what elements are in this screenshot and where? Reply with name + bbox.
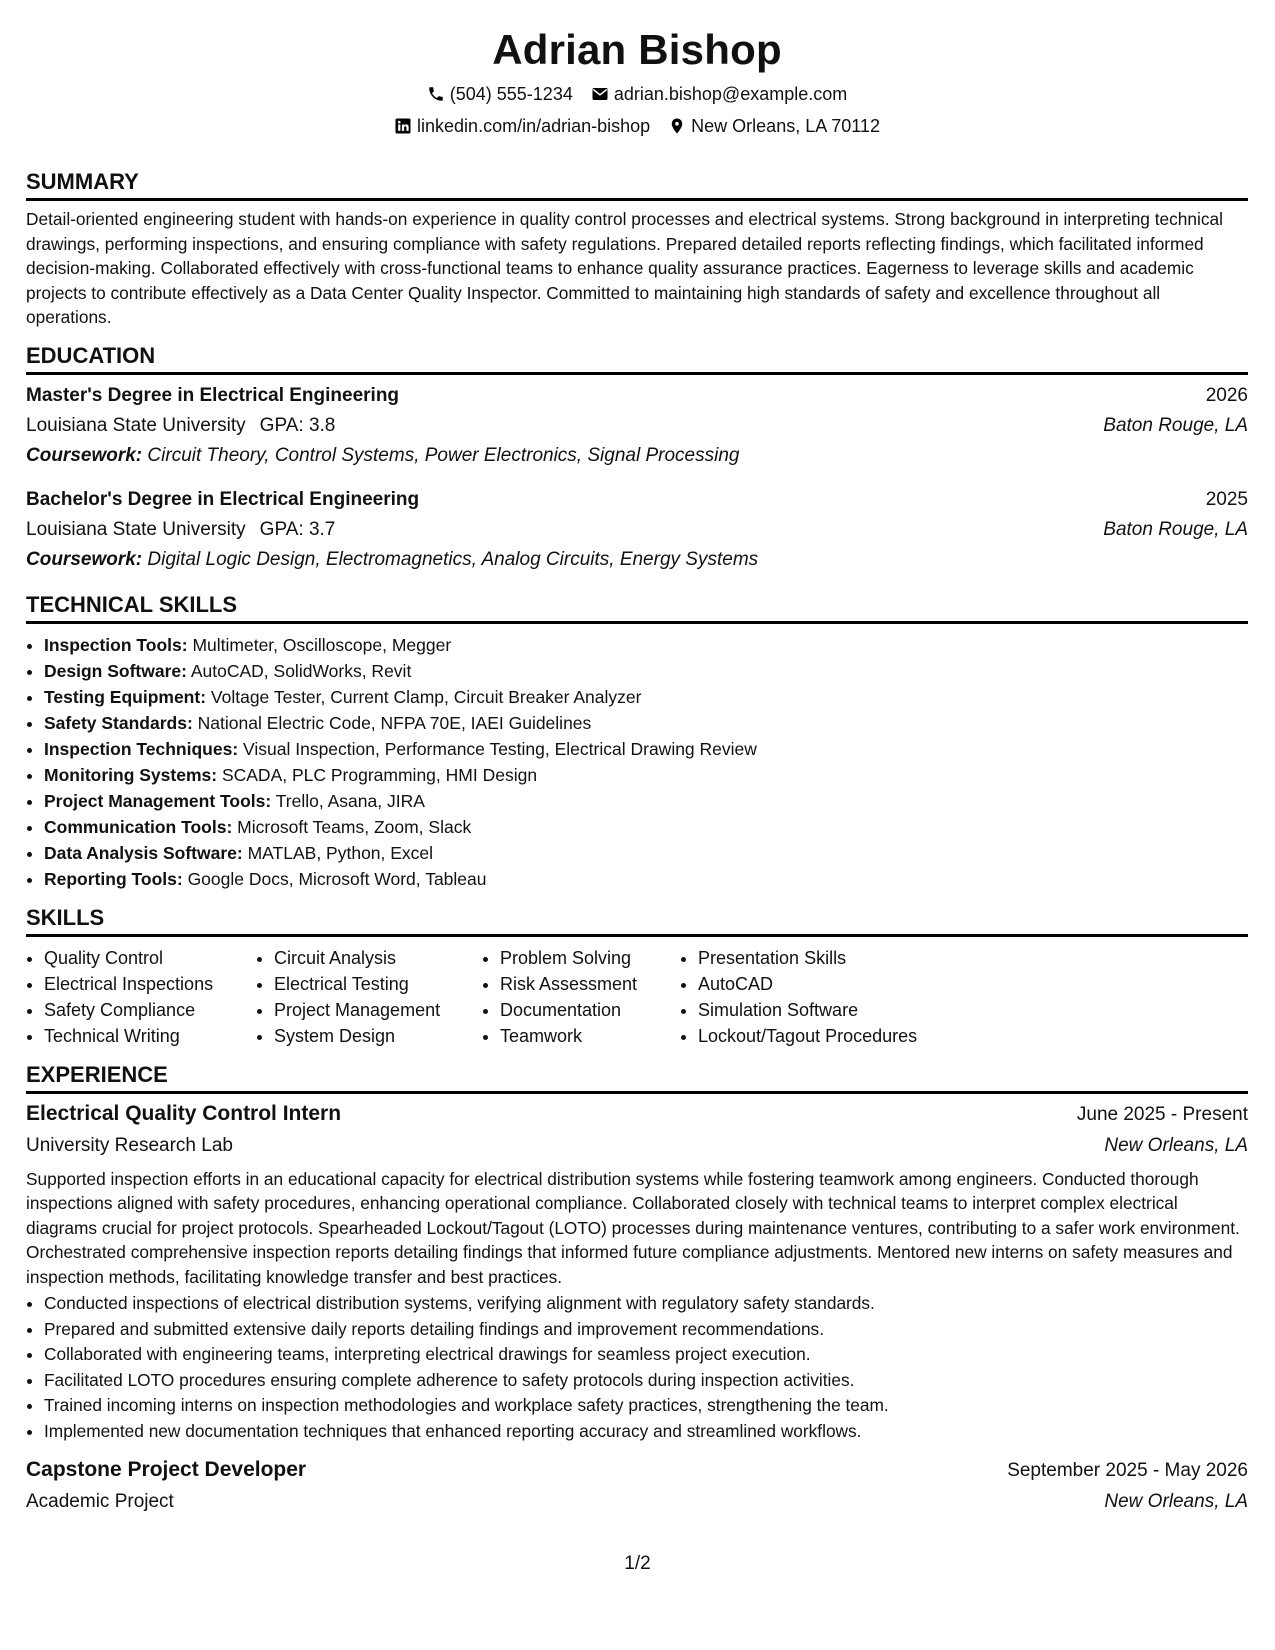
skill-value: Microsoft Teams, Zoom, Slack [237,816,472,837]
job-location: New Orleans, LA [1104,1134,1248,1156]
list-item: • Electrical Testing [274,971,482,997]
degree-year: 2026 [1205,384,1248,406]
skill-label: Safety Standards: [44,712,193,733]
skill-value: Multimeter, Oscilloscope, Megger [192,634,452,655]
list-item: • AutoCAD [698,971,958,997]
contact-row-2 [26,114,1248,138]
list-item: • Simulation Software [698,997,958,1023]
job-location: New Orleans, LA [1104,1491,1248,1512]
skills-heading: SKILLS [26,904,1248,937]
technical-skills-list [26,632,1248,892]
list-item [44,840,1248,866]
list-item [44,788,1248,814]
list-item: • Facilitated LOTO procedures ensuring complete adherence to safety protocols during inspection activities. [44,1368,1248,1394]
phone-icon [427,85,445,103]
school-name: Louisiana State University [26,518,246,540]
list-item: • Project Management [274,997,482,1023]
resume-page [26,0,1248,1517]
skill-label: Monitoring Systems: [44,764,218,785]
skills-column [680,945,958,1049]
skill-value: National Electric Code, NFPA 70E, IAEI Guidelines [197,712,592,733]
job-title: Electrical Quality Control Intern [26,1101,342,1125]
school-line [26,515,335,545]
list-item [44,814,1248,840]
skill-label: Inspection Tools: [44,634,188,655]
education-heading: EDUCATION [26,342,1248,375]
list-item: • Electrical Inspections [44,971,256,997]
skill-label: Testing Equipment: [44,686,207,707]
list-item [44,658,1248,684]
skills-column [256,945,482,1049]
skill-value: MATLAB, Python, Excel [247,842,434,863]
skills-grid [26,945,1248,1049]
school-name: Louisiana State University [26,414,246,436]
education-entry [26,485,1248,575]
list-item: • Implemented new documentation techniques that enhanced reporting accuracy and streamlined workflows. [44,1419,1248,1445]
list-item: • System Design [274,1023,482,1049]
technical-skills-heading: TECHNICAL SKILLS [26,591,1248,624]
list-item [44,632,1248,658]
email-contact[interactable] [591,82,847,106]
job-bullets [26,1291,1248,1444]
gpa: GPA: 3.7 [259,518,336,540]
degree-title: Bachelor's Degree in Electrical Engineering [26,488,420,510]
school-location: Baton Rouge, LA [1103,518,1248,540]
degree-year: 2025 [1205,488,1248,510]
school-line [26,411,335,441]
skill-value: Voltage Tester, Current Clamp, Circuit Breaker Analyzer [210,686,642,707]
gpa: GPA: 3.8 [259,414,336,436]
summary-heading: SUMMARY [26,168,1248,201]
coursework-label: Coursework: [26,548,143,570]
experience-entry [26,1454,1248,1517]
list-item: • Teamwork [500,1023,680,1049]
linkedin-contact[interactable] [394,114,650,138]
skill-label: Project Management Tools: [44,790,272,811]
list-item: • Safety Compliance [44,997,256,1023]
list-item: • Trained incoming interns on inspection methodologies and workplace safety practices, strengthening the team. [44,1393,1248,1419]
list-item [44,866,1248,892]
location-text: New Orleans, LA 70112 [691,116,880,136]
coursework-list: Circuit Theory, Control Systems, Power Electronics, Signal Processing [147,444,740,466]
phone-contact [427,82,573,106]
job-title: Capstone Project Developer [26,1458,307,1481]
school-location: Baton Rouge, LA [1103,414,1248,436]
page-number: 1/2 [624,1553,651,1574]
skills-column [482,945,680,1049]
coursework-list: Digital Logic Design, Electromagnetics, Analog Circuits, Energy Systems [147,548,759,570]
list-item: • Collaborated with engineering teams, interpreting electrical drawings for seamless project execution. [44,1342,1248,1368]
list-item: • Technical Writing [44,1023,256,1049]
skill-label: Inspection Techniques: [44,738,239,759]
experience-heading: EXPERIENCE [26,1061,1248,1094]
contact-row-1 [26,82,1248,106]
skill-label: Reporting Tools: [44,868,183,889]
job-organization: Academic Project [26,1491,174,1512]
list-item [44,710,1248,736]
coursework-label: Coursework: [26,444,143,466]
skills-column [26,945,256,1049]
list-item [44,684,1248,710]
summary-text: Detail-oriented engineering student with hands-on experience in quality control processes and electrical systems. Strong background in interpreting technical drawings, performing inspections, and ensuring compliance with safety regulations. Prepared detailed reports reflecting findings, which facilitated informed decision-making. Collaborated effectively with cross-functional teams to enhance quality assurance practices. Eagerness to leverage skills and academic projects to contribute effectively as a Data Center Quality Inspector. Committed to maintaining high standards of safety and excellence throughout all operations. [26,209,1223,327]
job-dates: June 2025 - Present [1076,1103,1248,1125]
map-pin-icon [668,117,686,135]
education-entry [26,381,1248,471]
email-link[interactable]: adrian.bishop@example.com [613,84,848,104]
job-organization: University Research Lab [26,1134,233,1156]
skill-label: Design Software: [44,660,187,681]
job-description: Supported inspection efforts in an educational capacity for electrical distribution systems while fostering teamwork among engineers. Conducted thorough inspections aligned with safety procedures, enhancing operational compliance. Collaborated closely with technical teams to interpret complex electrical diagrams crucial for project protocols. Spearheaded Lockout/Tagout (LOTO) processes during maintenance ventures, contributing to a safer work environment. Orchestrated comprehensive inspection reports detailing findings that informed future compliance adjustments. Mentored new interns on safety measures and inspection methods, facilitating knowledge transfer and best practices. [26,1168,1240,1287]
list-item [44,762,1248,788]
phone-number: (504) 555-1234 [449,84,573,104]
skill-value: Trello, Asana, JIRA [275,790,425,811]
candidate-name: Adrian Bishop [492,26,782,73]
skill-label: Communication Tools: [44,816,233,837]
coursework [26,545,1248,575]
linkedin-icon [394,117,412,135]
degree-title: Master's Degree in Electrical Engineering [26,384,400,406]
list-item: • Circuit Analysis [274,945,482,971]
linkedin-link[interactable]: linkedin.com/in/adrian-bishop [417,116,651,136]
skill-label: Data Analysis Software: [44,842,243,863]
list-item: • Problem Solving [500,945,680,971]
list-item: • Lockout/Tagout Procedures [698,1023,958,1049]
skill-value: AutoCAD, SolidWorks, Revit [190,660,412,681]
location-contact [668,114,880,138]
list-item: • Quality Control [44,945,256,971]
list-item: • Conducted inspections of electrical distribution systems, verifying alignment with regulatory safety standards. [44,1291,1248,1317]
list-item: • Presentation Skills [698,945,958,971]
list-item: • Prepared and submitted extensive daily reports detailing findings and improvement recommendations. [44,1317,1248,1343]
job-dates: September 2025 - May 2026 [1007,1460,1248,1481]
experience-entry [26,1098,1248,1445]
coursework [26,441,1248,471]
skill-value: SCADA, PLC Programming, HMI Design [221,764,538,785]
envelope-icon [591,85,609,103]
skill-value: Google Docs, Microsoft Word, Tableau [187,868,487,889]
list-item: • Documentation [500,997,680,1023]
list-item: • Risk Assessment [500,971,680,997]
skill-value: Visual Inspection, Performance Testing, Electrical Drawing Review [243,738,757,759]
list-item [44,736,1248,762]
